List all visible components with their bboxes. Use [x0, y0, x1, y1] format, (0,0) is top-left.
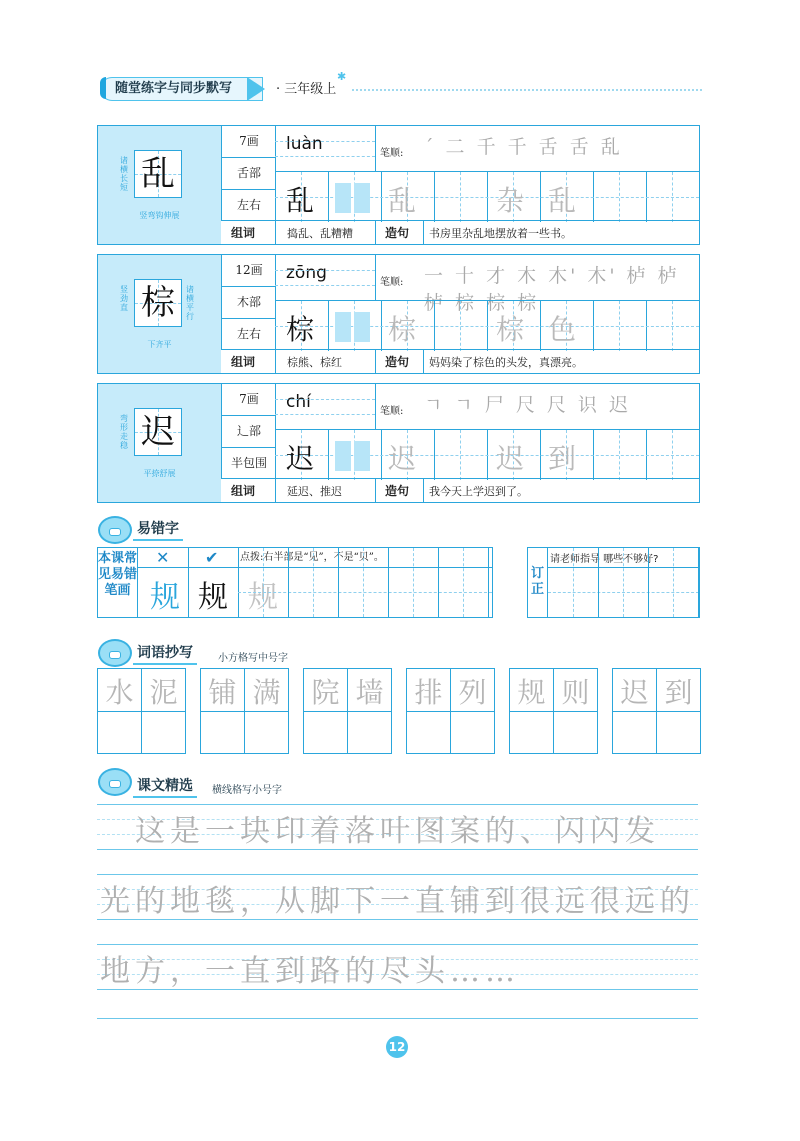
pinyin: luàn [286, 134, 323, 154]
sentence-label: 造句 [385, 484, 410, 498]
correction-prompt: 请老师指导 哪些不够好? [550, 554, 659, 565]
character-block [97, 254, 700, 374]
word-char: 到 [664, 676, 693, 709]
ghost-block [354, 312, 370, 342]
ghost-block [354, 441, 370, 471]
mistakes-title: 易错字 [133, 517, 183, 541]
trace-char-dark: 棕 [286, 313, 315, 346]
trace-char: 乱 [548, 184, 577, 217]
copy-words-title: 词语抄写 [133, 641, 197, 665]
stroke-order: ㄱ ㄱ 尸 尺 尺 识 迟 [424, 394, 631, 416]
word-box [612, 668, 701, 754]
trace-char-dark: 乱 [286, 184, 315, 217]
grade-label: · 三年级上 [276, 82, 337, 97]
wrong-mark-icon: ✕ [156, 548, 170, 567]
words-label: 组词 [231, 355, 256, 369]
sentence: 妈妈染了棕色的头发，真漂亮。 [429, 356, 583, 369]
ghost-block [354, 183, 370, 213]
word-char: 水 [105, 676, 134, 709]
words-label: 组词 [231, 226, 256, 240]
header-divider [352, 89, 702, 91]
word-char: 迟 [620, 676, 649, 709]
trace-char-dark: 迟 [286, 442, 315, 475]
order-label: 笔顺: [380, 406, 404, 417]
word-box [200, 668, 289, 754]
order-label: 笔顺: [380, 277, 404, 288]
tip-left: 弯形走稳 [120, 414, 128, 450]
big-character-box: 迟 [134, 408, 182, 456]
passage-line-2: 光的地毯，从脚下一直铺到很远很远的 [100, 884, 695, 919]
big-character-box: 乱 [134, 150, 182, 198]
word-box [303, 668, 392, 754]
word-char: 泥 [149, 676, 178, 709]
copy-words-note: 小方格写中号字 [218, 653, 288, 664]
mistake-tip: 点拨:右半部是“见”，不是“贝”。 [240, 552, 384, 563]
sentence-label: 造句 [385, 355, 410, 369]
correction-label: 订正 [528, 548, 548, 617]
words: 捣乱、乱糟糟 [287, 227, 353, 240]
trace-char: 色 [548, 313, 577, 346]
word-char: 排 [414, 676, 443, 709]
radical: 舌部 [222, 158, 276, 190]
tip-bottom: 下齐平 [147, 340, 172, 349]
stroke-order: ˊ 二 千 千 舌 舌 乱 [424, 136, 623, 158]
correction-box [527, 547, 700, 618]
character-block [97, 383, 700, 503]
stroke-order: 一 十 才 木 木' 木' 栌 栌 栌 棕 棕 棕 [424, 265, 680, 314]
wrong-char: 规 [150, 580, 180, 615]
word-box [406, 668, 495, 754]
pinyin: zōng [286, 263, 327, 283]
word-char: 规 [517, 676, 546, 709]
word-char: 墙 [355, 676, 384, 709]
cat-mascot-icon [98, 639, 132, 667]
text-line [97, 804, 698, 805]
word-box [509, 668, 598, 754]
words: 延迟、推迟 [287, 485, 342, 498]
big-character-box: 棕 [134, 279, 182, 327]
stroke-count: 7画 [222, 126, 276, 158]
structure: 半包围 [230, 456, 267, 470]
passage-line-3: 地方，一直到路的尽头…… [100, 954, 520, 989]
word-char: 满 [252, 676, 281, 709]
trace-char: 迟 [496, 442, 525, 475]
tip-bottom: 平捺舒展 [143, 469, 176, 478]
word-char: 院 [311, 676, 340, 709]
tip-left: 诸横长短 [120, 156, 128, 192]
trace-char: 棕 [496, 313, 525, 346]
words-label: 组词 [231, 484, 256, 498]
radical: 辶部 [222, 416, 276, 448]
trace-char: 棕 [388, 313, 417, 346]
ghost-block [335, 441, 351, 471]
passage-note: 横线格写小号字 [212, 785, 282, 796]
tip-bottom: 竖弯钩伸展 [139, 211, 180, 220]
sentence-label: 造句 [385, 226, 410, 240]
mistakes-side-label: 本课常见易错笔画 [98, 548, 138, 617]
passage-line-1: 这是一块印着落叶图案的、闪闪发 [100, 814, 660, 849]
structure: 左右 [236, 327, 261, 341]
ghost-block [335, 183, 351, 213]
stroke-count: 12画 [222, 255, 276, 287]
pinyin: chí [286, 392, 311, 412]
order-label: 笔顺: [380, 148, 404, 159]
word-box [97, 668, 186, 754]
structure: 左右 [236, 198, 261, 212]
tip-right: 诸横平行 [186, 285, 194, 321]
ghost-block [335, 312, 351, 342]
panda-mascot-icon [98, 768, 132, 796]
trace-char: 杂 [496, 184, 525, 217]
stroke-count: 7画 [222, 384, 276, 416]
tip-left: 竖劲直 [120, 285, 128, 312]
sentence: 书房里杂乱地摆放着一些书。 [429, 227, 572, 240]
mistakes-table [97, 547, 493, 618]
trace-char: 到 [548, 442, 577, 475]
book-title: 随堂练字与同步默写 [100, 77, 263, 101]
character-block [97, 125, 700, 245]
sentence: 我今天上学迟到了。 [429, 485, 528, 498]
word-char: 铺 [208, 676, 237, 709]
words: 棕熊、棕红 [287, 356, 342, 369]
right-mark-icon: ✔ [205, 548, 219, 567]
radical: 木部 [222, 287, 276, 319]
word-char: 列 [458, 676, 487, 709]
star-icon: ✱ [337, 70, 347, 83]
header-arrow-icon [247, 77, 265, 101]
trace-char: 乱 [388, 184, 417, 217]
trace-char: 迟 [388, 442, 417, 475]
passage-title: 课文精选 [133, 774, 197, 798]
right-char: 规 [198, 580, 228, 615]
word-char: 则 [561, 676, 590, 709]
page-number: 12 [386, 1036, 408, 1058]
pig-mascot-icon [98, 516, 132, 544]
trace-char: 规 [248, 580, 278, 615]
